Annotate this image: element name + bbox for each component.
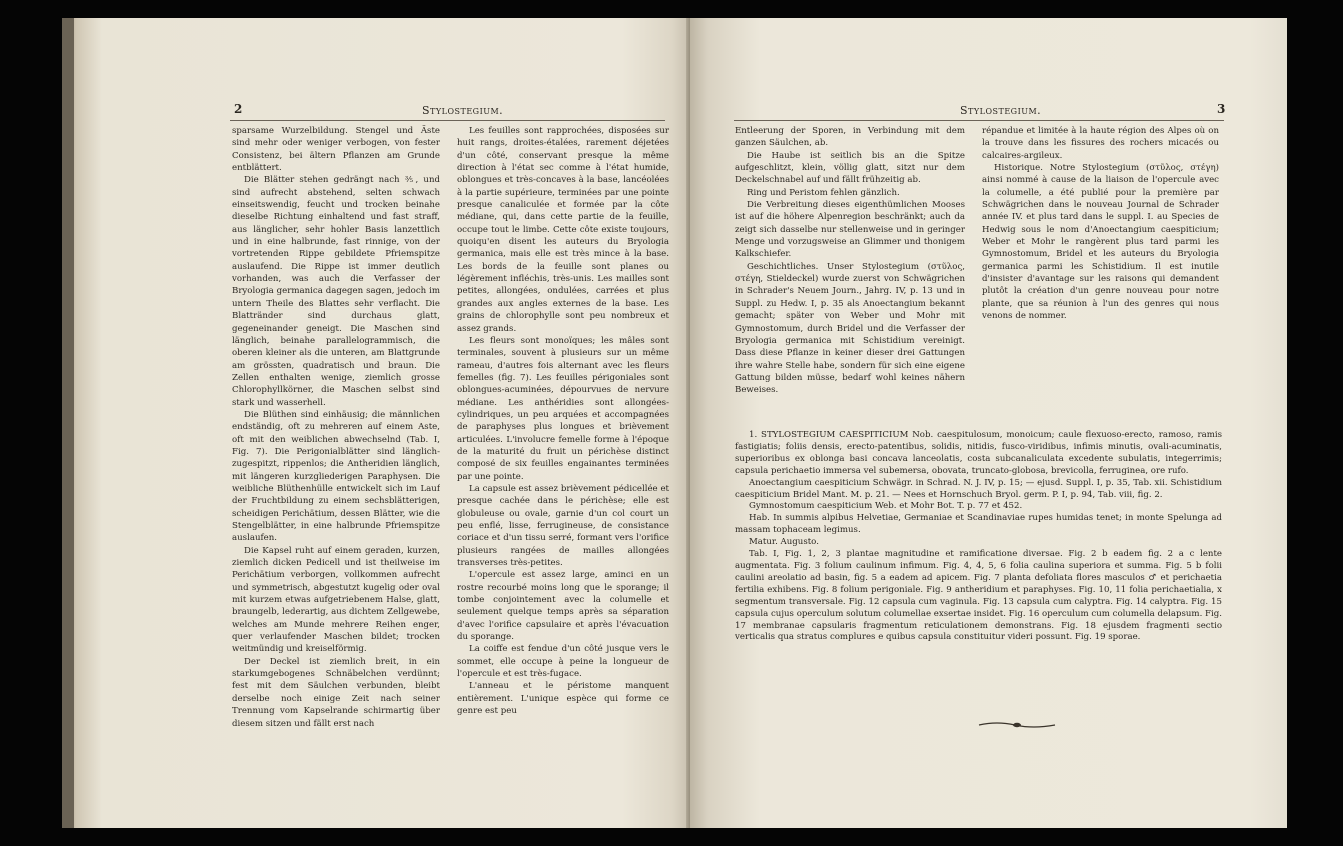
paragraph-french: Historique. Notre Stylostegium (στῦλος, στέγη) ainsi nommé à cause de la liaison de l'opercule avec la columelle, a été publié pour la première par Schwägrichen dans le nouveau Journal de Schrader année IV. et plus tard dans le suppl. I. au Species de Hedwig sous le nom d'Anoectangium caespiticium; Weber et Mohr le rangèrent plus tard parmi les Gymnostomum, Bridel et les auteurs du Bryologia germanica parmi les Schistidium. Il est inutile d'insister d'avantage sur les raisons qui demandent plutôt la création d'un genre nouveau pour notre plante, que sa réunion à l'un des genres qui nous venons de nommer.: [982, 163, 1219, 322]
paragraph-german: Ring und Peristom fehlen gänzlich.: [747, 187, 900, 198]
running-head-left: Stylostegium.: [422, 104, 504, 117]
paragraph-french: La coiffe est fendue d'un côté jusque vers le sommet, elle occupe à peine la longueur de l'opercule et est très-fugace.: [457, 644, 669, 680]
left-page: [62, 18, 690, 828]
paragraph-german: Die Kapsel ruht auf einem geraden, kurzen, ziemlich dicken Pedicell und ist theilweise im Perichätium verborgen, vollkommen aufrecht und symmetrisch, abgestutzt kugelig oder oval mit kurzem etwas aufgetriebenem Halse, glatt, braungelb, lederartig, aus dichtem Zellgewebe, welches am Munde mehrere Reihen enger, quer verlaufender Maschen bildet; trocken weitmündig und kreiselförmig.: [232, 545, 440, 655]
paragraph-french: Les feuilles sont rapprochées, disposées sur huit rangs, droites-étalées, rarement déjetées d'un côté, conservant presque la même direction à l'état sec comme à l'état humide, oblongues et très-concaves à la base, lancéolées à la partie supérieure, terminées par une pointe presque canaliculée et formée par la côte médiane, qui, dans cette partie de la feuille, occupe tout le limbe. Cette côte existe toujours, quoiqu'en disent les auteurs du Bryologia germanica, mais elle est très mince à la base. Les bords de la feuille sont planes ou légèrement infléchis, très-unis. Les mailles sont petites, allongées, ondulées, carrées et plus grandes aux angles externes de la base. Les grains de chlorophylle sont peu nombreux et assez grands.: [457, 126, 669, 334]
paragraph-french: L'anneau et le péristome manquent entièrement. L'unique espèce qui forme ce genre est peu: [457, 681, 669, 717]
header-rule-right: [734, 120, 1224, 121]
paragraph-german: Die Verbreitung dieses eigenthümlichen Mooses ist auf die höhere Alpenregion beschränkt; auch da zeigt sich dasselbe nur stellenweise und in geringer Menge und vorzugsweise an Glimmer und thonigem Kalkschiefer.: [735, 200, 965, 260]
paragraph-french: Les fleurs sont monoïques; les mâles sont terminales, souvent à plusieurs sur un même rameau, d'autres fois alternant avec les fleurs femelles (fig. 7). Les feuilles périgoniales sont oblongues-acuminées, dépourvues de nervure médiane. Les anthéridies sont allongées-cylindriques, un peu arquées et accompagnées de paraphyses plus longues et brièvement articulées. L'involucre femelle forme à l'époque de la maturité du fruit un périchèse distinct composé de six feuilles engainantes terminées par une pointe.: [457, 335, 669, 482]
paragraph-german: sparsame Wurzelbildung. Stengel und Äste sind mehr oder weniger verbogen, von fester Consistenz, bei ältern Pflanzen am Grunde entblättert.: [232, 126, 440, 174]
species-paragraph: 1. STYLOSTEGIUM CAESPITICIUM Nob. caespitulosum, monoicum; caule flexuoso-erecto, ramoso, ramis fastigiatis; foliis densis, erecto-patentibus, solidis, nitidis, fusco-viridibus, infimis minutis, ovali-acuminatis, superioribus ex oblonga basi concava lanceolatis, costa subcanaliculata excedente subulatis, integerrimis; capsula perichaetio immersa vel subemersa, obovata, truncato-globosa, brevicolla, ferruginea, ore rufo.: [735, 430, 1222, 476]
ornament-rule: [977, 720, 1057, 730]
german-column-right: [735, 125, 965, 425]
french-column-left: [457, 125, 669, 825]
french-column-right: [982, 125, 1219, 375]
paragraph-french: répandue et limitée à la haute région des Alpes où on la trouve dans les fissures des rochers micacés ou calcaires-argileux.: [982, 126, 1219, 161]
header-rule-left: [230, 120, 665, 121]
paragraph-french: L'opercule est assez large, aminci en un rostre recourbé moins long que le sporange; il tombe conjointement avec la columelle et seulement quelque temps après sa séparation d'avec l'orifice capsulaire et après l'évacuation du sporange.: [457, 570, 669, 643]
species-paragraph: Tab. I, Fig. 1, 2, 3 plantae magnitudine et ramificatione diversae. Fig. 2 b eadem fig. 2 a c lente augmentata. Fig. 3 folium caulinum infimum. Fig. 4, 4, 5, 6 folia caulina superiora et summa. Fig. 5 b folii caulini areolatio ad basin, fig. 5 a eadem ad apicem. Fig. 7 planta defoliata flores masculos ♂ et perichaetia fertilia exhibens. Fig. 8 folium perigoniale. Fig. 9 antheridium et paraphyses. Fig. 10, 11 folia perichaetialia, x segmentum transversale. Fig. 12 capsula cum vaginula. Fig. 13 capsula cum calyptra. Fig. 14 calyptra. Fig. 15 capsula cujus operculum solutum columellae exsertae insidet. Fig. 16 operculum cum columella delapsum. Fig. 17 membranae capsularis fragmentum reticulationem demonstrans. Fig. 18 ejusdem fragmenti sectio verticalis qua stratus complures e quibus capsula constituitur videri possunt. Fig. 19 sporae.: [735, 549, 1222, 643]
paragraph-french: La capsule est assez brièvement pédicellée et presque cachée dans le périchèse; elle est globuleuse ou ovale, garnie d'un col court un peu enflé, lisse, ferrugineuse, de consistance coriace et d'un tissu serré, formant vers l'orifice plusieurs rangées de mailles allongées transverses très-petites.: [457, 483, 669, 569]
german-column-left: [232, 125, 440, 825]
book-edge: [62, 18, 74, 828]
page-number-right: 3: [1217, 102, 1226, 116]
paragraph-german: Entleerung der Sporen, in Verbindung mit dem ganzen Säulchen, ab.: [735, 126, 965, 149]
paragraph-german: Die Blüthen sind einhäusig; die männlichen endständig, oft zu mehreren auf einem Aste, oft mit den weiblichen abwechselnd (Tab. I, Fig. 7). Die Perigonialblätter sind länglich-zugespitzt, rippenlos; die Antheridien länglich, mit längeren kurzgliederigen Paraphysen. Die weibliche Blüthenhülle entwickelt sich im Lauf der Fruchtbildung zu einem sechsblätterigen, scheidigen Perichätium, dessen Blätter, wie die Stengelblätter, in eine halbrunde Pfriemspitze auslaufen.: [232, 409, 440, 544]
species-paragraph: Matur. Augusto.: [749, 537, 819, 548]
right-page: [690, 18, 1287, 828]
paragraph-german: Die Blätter stehen gedrängt nach ⅗, und sind aufrecht abstehend, selten schwach einseitswendig, feucht und trocken beinahe dieselbe Richtung einhaltend und fast straff, aus länglicher, sehr hohler Basis lanzettlich und in eine halbrunde, fast rinnige, von der vortretenden Rippe gebildete Pfriemspitze auslaufend. Die Rippe ist immer deutlich vorhanden, was auch die Verfasser der Bryologia germanica dagegen sagen, jedoch im untern Theile des Blattes sehr verflacht. Die Blattränder sind durchaus glatt, gegeneinander geneigt. Die Maschen sind länglich, beinahe parallelogrammisch, die oberen kleiner als die unteren, am Blattgrunde am grössten, quadratisch und braun. Die Zellen enthalten wenige, ziemlich grosse Chlorophyllkörner, die Maschen selbst sind stark und wasserhell.: [232, 175, 440, 408]
species-paragraph: Hab. In summis alpibus Helvetiae, Germaniae et Scandinaviae rupes humidas tenet; in monte Spelunga ad massam tophaceam legimus.: [735, 513, 1222, 536]
open-book-scan: [62, 18, 1287, 828]
paragraph-german: Der Deckel ist ziemlich breit, in ein starkumgebogenes Schnäbelchen verdünnt; fest mit dem Säulchen verbunden, bleibt derselbe noch einige Zeit nach seiner Trennung vom Kapselrande schirmartig über diesem sitzen und fällt erst nach: [232, 656, 440, 729]
page-number-left: 2: [234, 102, 243, 116]
species-description: [735, 430, 1222, 710]
paragraph-german: Geschichtliches. Unser Stylostegium (στῦλος, στέγη, Stieldeckel) wurde zuerst von Schwägrichen in Schrader's Neuem Journ., Jahrg. IV, p. 13 und in Suppl. zu Hedw. I, p. 35 als Anoectangium bekannt gemacht; später von Weber und Mohr mit Gymnostomum, durch Bridel und die Verfasser der Bryologia germanica mit Schistidium vereinigt. Dass diese Pflanze in keiner dieser drei Gattungen ihre wahre Stelle habe, sondern für sich eine eigene Gattung bilden müsse, bedarf wohl keines nähern Beweises.: [735, 261, 965, 396]
running-head-right: Stylostegium.: [960, 104, 1042, 117]
species-paragraph: Gymnostomum caespiticium Web. et Mohr Bot. T. p. 77 et 452.: [749, 501, 1023, 512]
paragraph-german: Die Haube ist seitlich bis an die Spitze aufgeschlitzt, klein, völlig glatt, sitzt nur dem Deckelschnabel auf und fällt frühzeitig ab.: [735, 150, 965, 186]
species-paragraph: Anoectangium caespiticium Schwägr. in Schrad. N. J. IV, p. 15; — ejusd. Suppl. I, p. 35, Tab. xii. Schistidium caespiticium Bridel Mant. M. p. 21. — Nees et Hornschuch Bryol. germ. P. I, p. 94, Tab. viii, fig. 2.: [735, 477, 1222, 500]
